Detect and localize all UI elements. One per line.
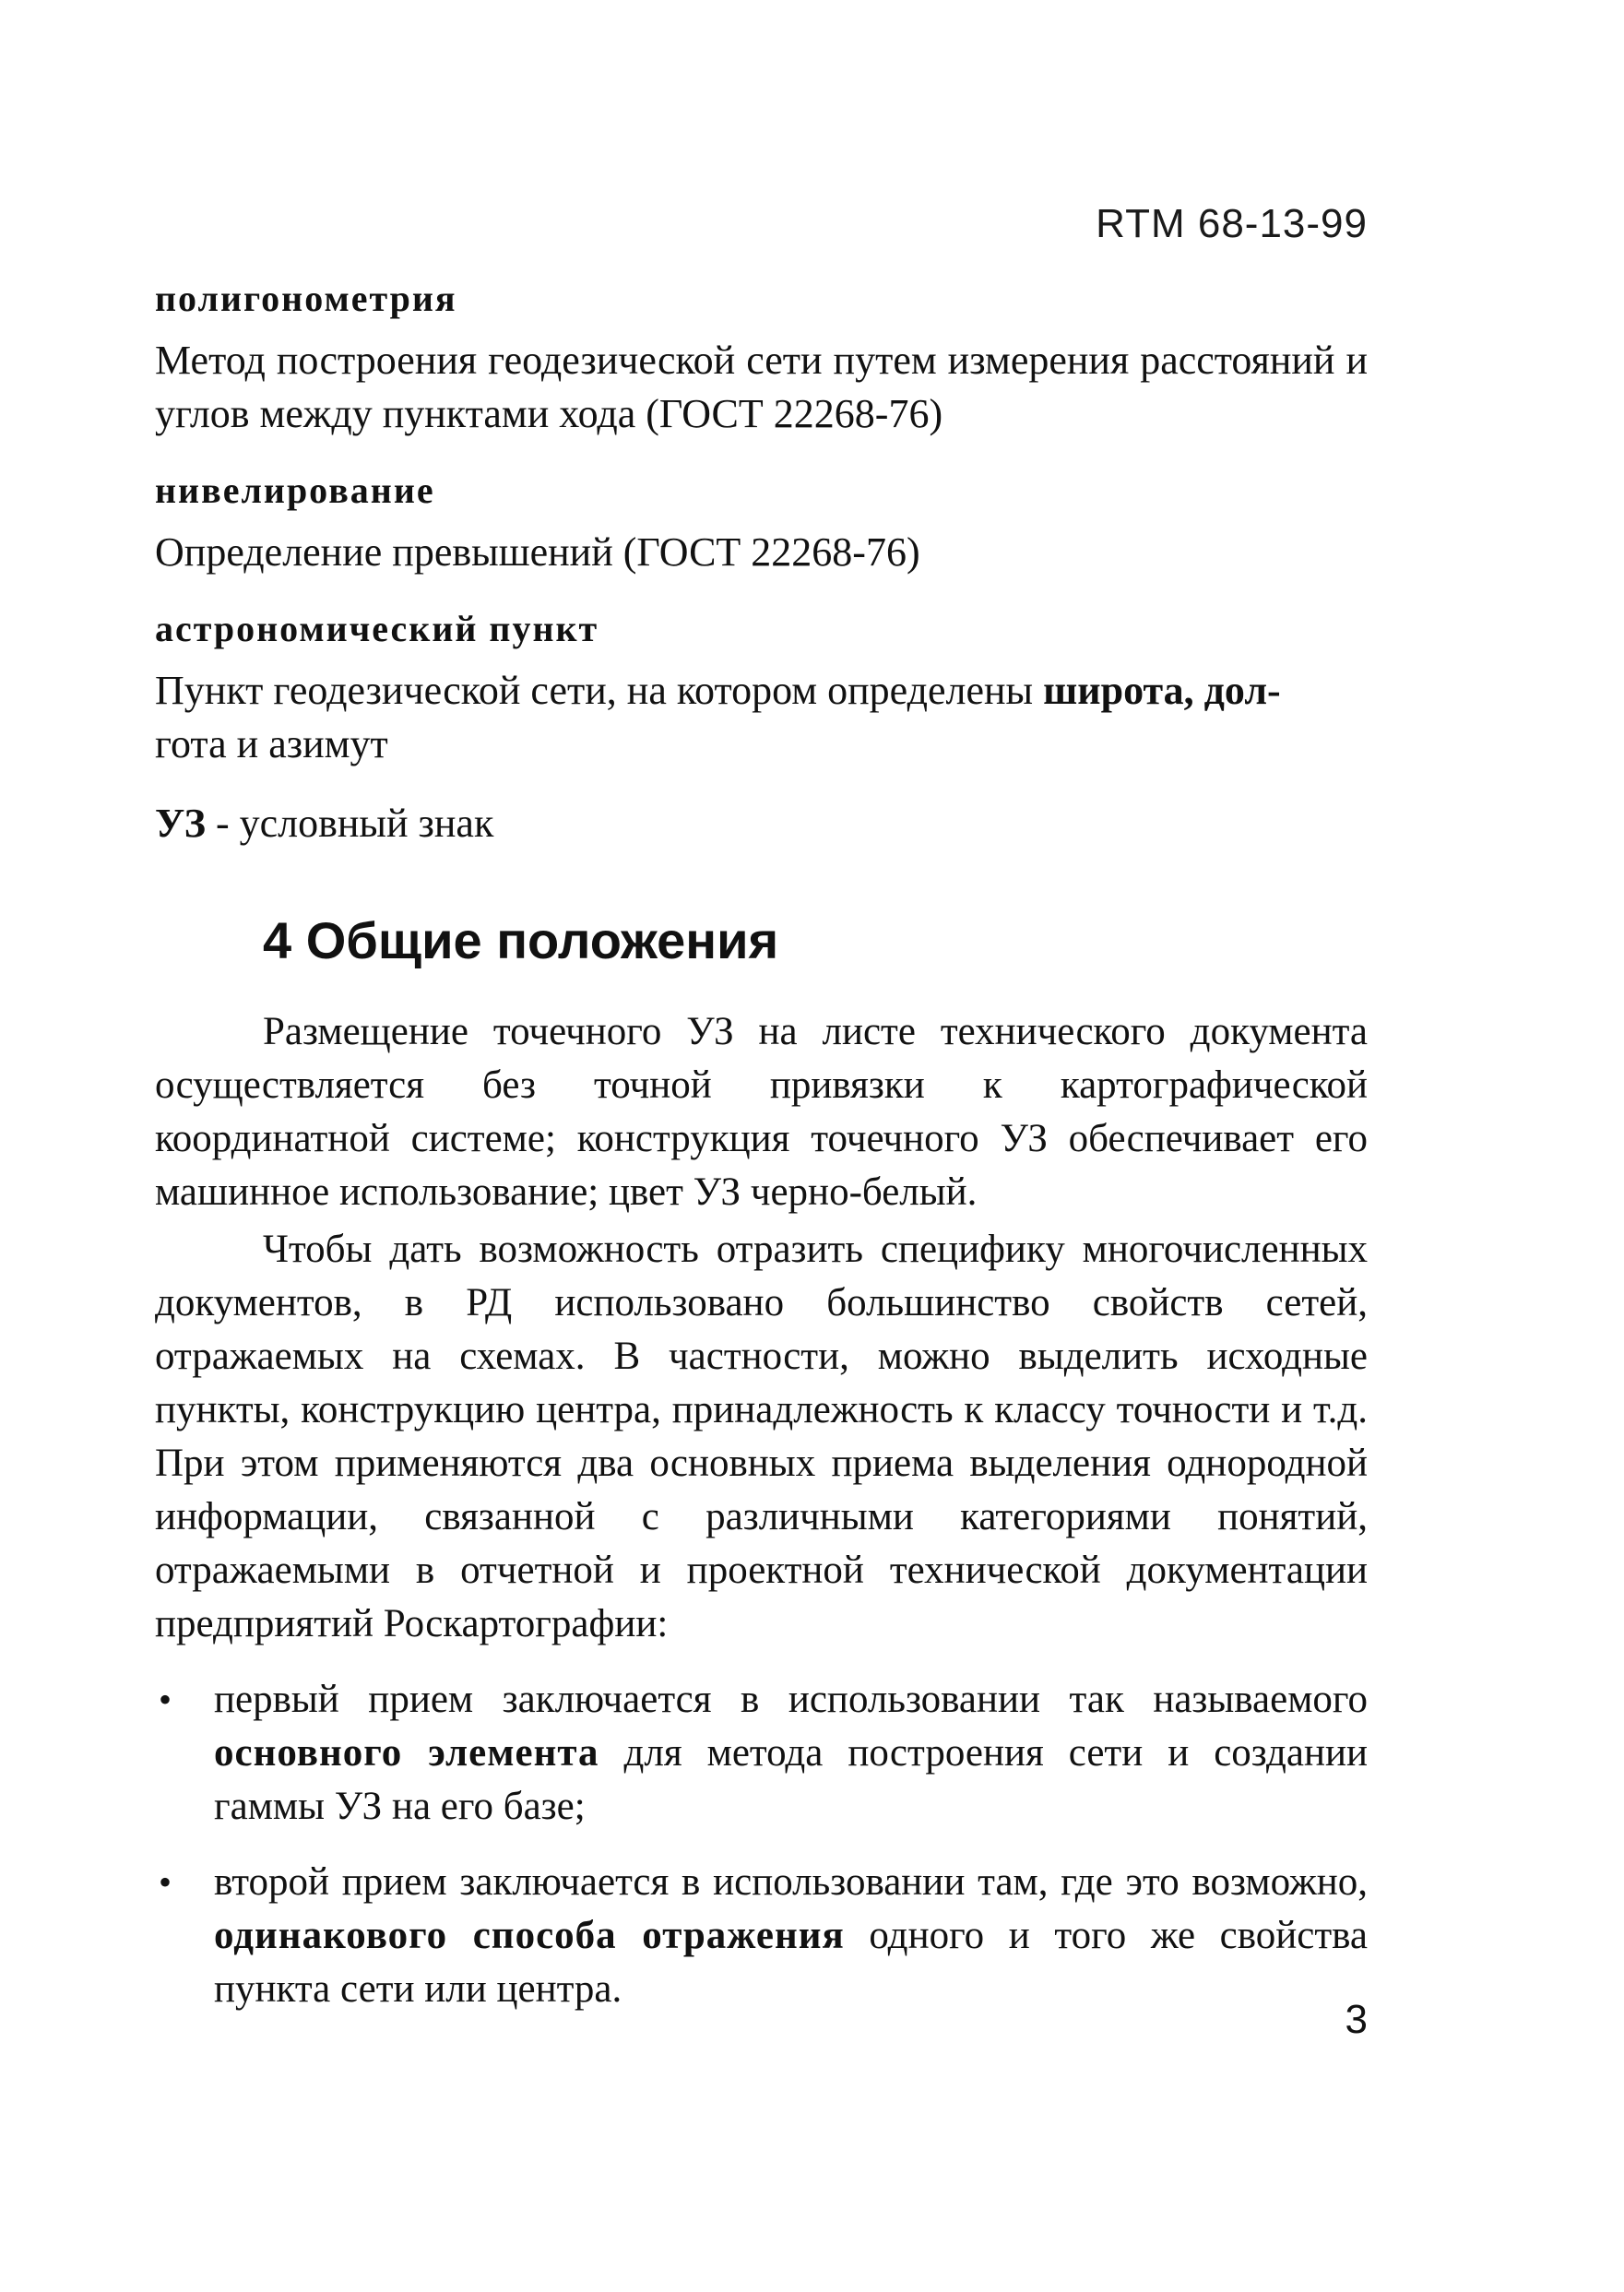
abbreviation-term: УЗ [155, 801, 206, 846]
section-body [155, 1005, 1368, 2038]
term-definition-text: Пункт геодезической сети, на котором определены [155, 668, 1034, 713]
bullet-text: второй прием заключается в использовании там, где это возможно, [214, 1860, 1368, 1904]
abbreviation [155, 797, 1368, 850]
term-definition [155, 664, 1368, 771]
page-number: 3 [1345, 1997, 1368, 2042]
bullet-text: одного и того же свойства пункта сети или центра. [214, 1914, 1368, 2011]
bullet-item [155, 1673, 1368, 1834]
document-code: RTM 68-13-99 [1096, 201, 1368, 246]
paragraph: Чтобы дать возможность отразить специфику многочисленных документов, в РД использовано большинство свойств сетей, отражаемых на схемах. В частности, можно выделить исходные пункты, конструкцию центра, принадлежность к классу точности и т.д. При этом применяются два основных приема выделения однородной информации, связанной с различными категориями понятий, отражаемыми в отчетной и проектной технической документации предприятий Роскартографии: [155, 1228, 1368, 1645]
term-definition: Метод построения геодезической сети путем измерения расстояний и углов между пунктами хода (ГОСТ 22268-76) [155, 338, 1368, 436]
bullet-icon: • [159, 1679, 172, 1720]
bullet-item [155, 1856, 1368, 2016]
term-definition-text: гота и азимут [155, 721, 388, 766]
bullet-list [155, 1673, 1368, 2016]
bullet-emphasis: одинакового способа отражения [214, 1914, 845, 1957]
document-page [155, 0, 1368, 2292]
bullet-icon: • [159, 1861, 172, 1903]
term-name: астрономический пункт [155, 608, 599, 649]
bullet-emphasis: основного элемента [214, 1731, 599, 1775]
bullet-text: для метода построения сети и создании гаммы УЗ на его базе; [214, 1731, 1368, 1828]
section-title: 4 Общие положения [263, 911, 779, 969]
term-name: полигонометрия [155, 278, 457, 319]
bullet-text: первый прием заключается в использовании так называемого [214, 1678, 1368, 1721]
terms-list [155, 275, 1368, 850]
term-name: нивелирование [155, 469, 435, 511]
term-definition-bold: широта, дол- [1043, 668, 1281, 713]
abbreviation-definition: - условный знак [205, 801, 494, 846]
paragraph: Размещение точечного УЗ на листе технического документа осуществляется без точной привязки к картографической координатной системе; конструкция точечного УЗ обеспечивает его машинное использование; цвет УЗ черно-белый. [155, 1010, 1368, 1214]
term-definition: Определение превышений (ГОСТ 22268-76) [155, 529, 920, 575]
